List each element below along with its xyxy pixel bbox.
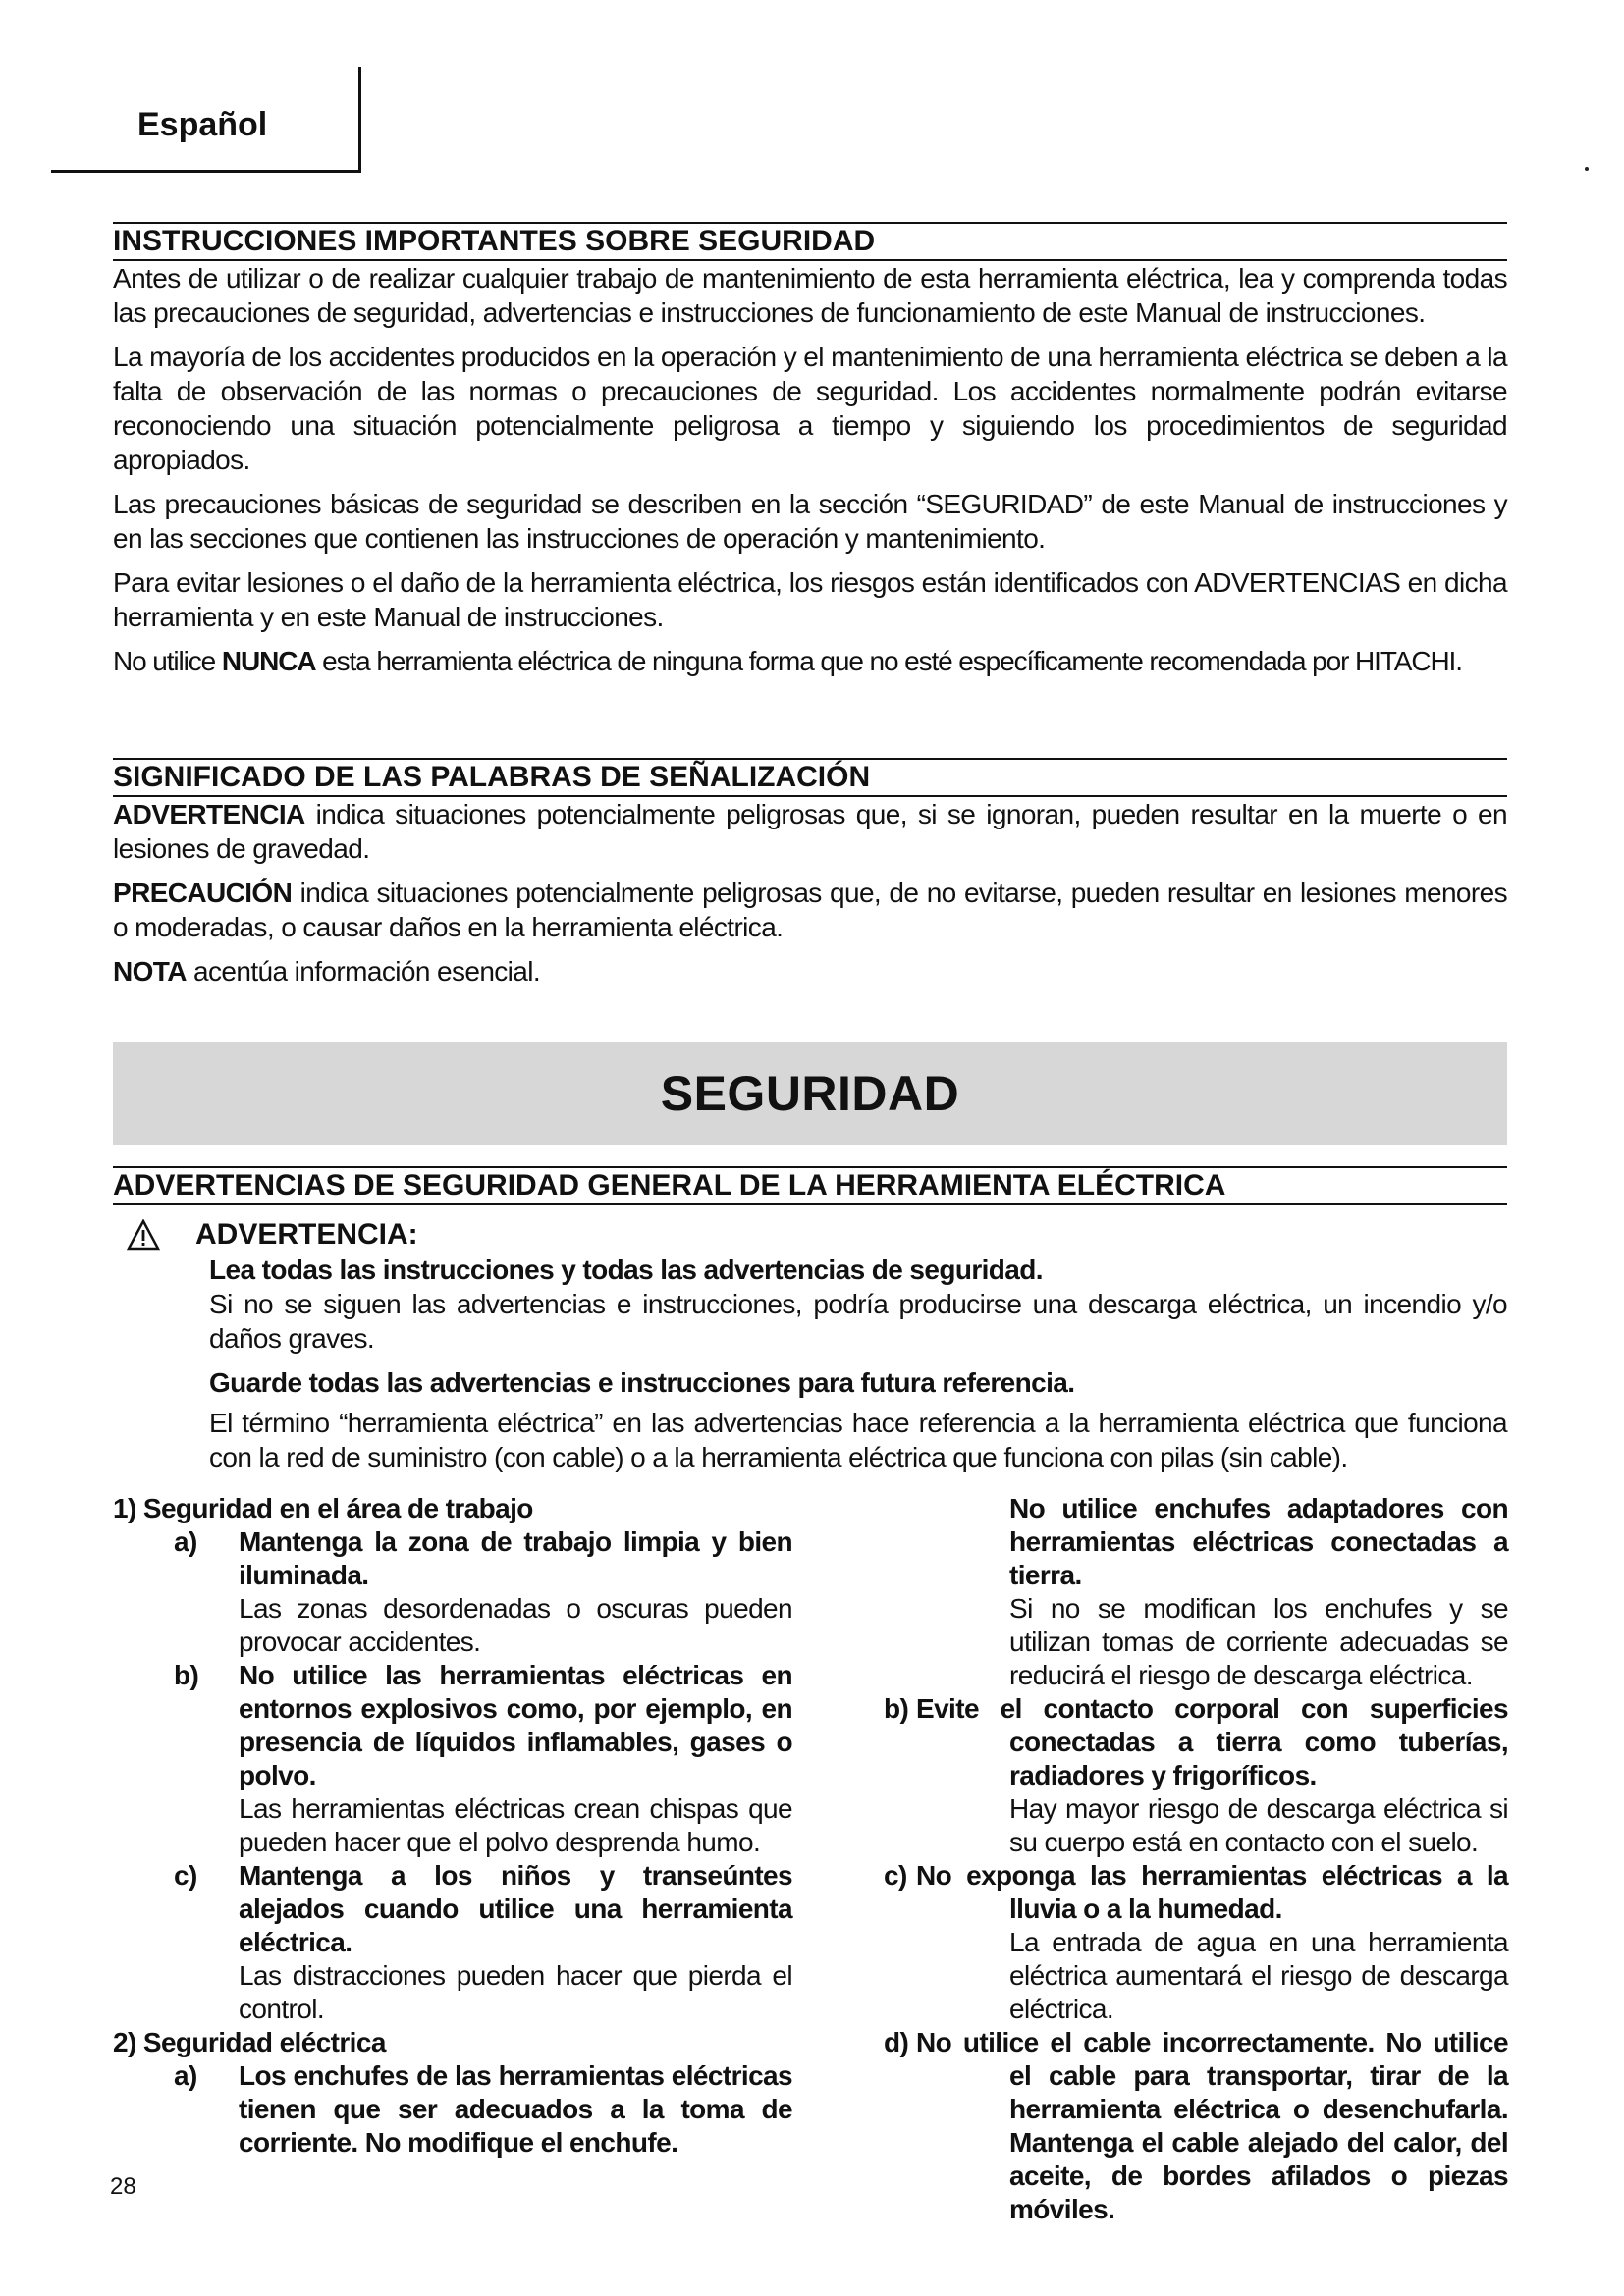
keep-instructions: Guarde todas las advertencias e instrucciones para futura referencia. [209,1367,1075,1398]
list-item [113,1525,792,1659]
item-heading: No utilice las herramientas eléctricas en entornos explosivos como, por ejemplo, en presencia de líquidos inflamables, gases o polvo. [239,1660,792,1790]
section-heading-electrical: 2) Seguridad eléctrica [113,2027,386,2057]
item-marker: c) [174,1860,197,1891]
item-heading: Mantenga a los niños y transeúntes alejados cuando utilice una herramienta eléctrica. [239,1860,792,1957]
list-item [113,1659,792,1859]
section-signal-words [113,758,1507,998]
item-marker: d) [884,2027,909,2057]
language-label: Español [137,106,268,143]
section-title: INSTRUCCIONES IMPORTANTES SOBRE SEGURIDAD [113,222,1507,261]
term-definition: El término “herramienta eléctrica” en las advertencias hace referencia a la herramienta eléctrica que funciona con la red de suministro (con cable) o a la herramienta eléctrica que funciona con pilas (sin cable). [209,1408,1507,1472]
item-description: Las zonas desordenadas o oscuras pueden provocar accidentes. [239,1593,792,1657]
item-marker: a) [174,2060,197,2091]
paragraph: La mayoría de los accidentes producidos en la operación y el mantenimiento de una herramienta eléctrica se deben a la falta de observación de las normas o precauciones de seguridad. Los accidentes normalmente podrán evitarse reconociendo una situación potencialmente peligrosa a tiempo y siguiendo los procedimientos de seguridad apropiados. [113,342,1507,475]
page-number: 28 [110,2173,136,2200]
text: esta herramienta eléctrica de ninguna forma que no esté específicamente recomendada por HITACHI. [315,646,1462,676]
paragraph: Para evitar lesiones o el daño de la herramienta eléctrica, los riesgos están identificados con ADVERTENCIAS en dicha herramienta y en este Manual de instrucciones. [113,567,1507,632]
text: indica situaciones potencialmente peligrosas que, si se ignoran, pueden resultar en la muerte o en lesiones de gravedad. [113,799,1507,864]
paragraph-never [113,644,1507,678]
consequence-text: Si no se siguen las advertencias e instrucciones, podría producirse una descarga eléctrica, un incendio y/o daños graves. [209,1289,1507,1354]
definition-warning [113,797,1507,866]
tab-divider-vertical [358,67,361,173]
term: NOTA [113,956,187,987]
section-heading-work-area: 1) Seguridad en el área de trabajo [113,1493,533,1523]
tab-divider-horizontal [51,170,361,173]
term: ADVERTENCIA [113,799,305,829]
definition-note [113,954,1507,988]
safety-banner: SEGURIDAD [113,1042,1507,1145]
list-item [113,1859,792,2026]
item-marker: b) [174,1660,199,1690]
item-heading: No exponga las herramientas eléctricas a la lluvia o a la humedad. [916,1860,1508,1924]
read-all-instructions: Lea todas las instrucciones y todas las advertencias de seguridad. [209,1255,1043,1285]
item-description: Hay mayor riesgo de descarga eléctrica si su cuerpo está en contacto con el suelo. [1009,1793,1508,1857]
item-marker: c) [884,1860,907,1891]
term: PRECAUCIÓN [113,878,293,908]
warning-header [113,1217,1507,1253]
warning-triangle-icon [127,1219,160,1251]
warning-block [113,1217,1507,1484]
item-description: Las herramientas eléctricas crean chispas que pueden hacer que el polvo desprenda humo. [239,1793,792,1857]
stray-dot [1585,167,1589,171]
item-heading: Mantenga la zona de trabajo limpia y bien iluminada. [239,1526,792,1590]
paragraph: Las precauciones básicas de seguridad se describen en la sección “SEGURIDAD” de este Manual de instrucciones y en las secciones que contienen las instrucciones de operación y mantenimiento. [113,489,1507,554]
section-title: SIGNIFICADO DE LAS PALABRAS DE SEÑALIZACIÓN [113,758,1507,797]
paragraph: Antes de utilizar o de realizar cualquier trabajo de mantenimiento de esta herramienta eléctrica, lea y comprenda todas las precauciones de seguridad, advertencias e instrucciones de funcionamiento de este Manual de instrucciones. [113,263,1507,328]
item-heading: Los enchufes de las herramientas eléctricas tienen que ser adecuados a la toma de corriente. No modifique el enchufe. [239,2060,792,2158]
item-heading: No utilice el cable incorrectamente. No utilice el cable para transportar, tirar de la herramienta eléctrica o desenchufarla. Mantenga el cable alejado del calor, del aceite, de bordes afilados o piezas móviles. [916,2027,1508,2224]
text: acentúa información esencial. [186,956,541,987]
text: No utilice [113,646,222,676]
definition-caution [113,876,1507,944]
list-item [884,1859,1508,2026]
right-column [884,1492,1508,2226]
list-item-continuation [884,1492,1508,1692]
section-title: ADVERTENCIAS DE SEGURIDAD GENERAL DE LA HERRAMIENTA ELÉCTRICA [113,1166,1507,1205]
list-item [884,1692,1508,1859]
item-description: Si no se modifican los enchufes y se utilizan tomas de corriente adecuadas se reducirá el riesgo de descarga eléctrica. [1009,1593,1508,1690]
list-item [113,2059,792,2160]
section-general-warnings [113,1166,1507,1205]
left-column [113,1492,792,2160]
item-heading: No utilice enchufes adaptadores con herramientas eléctricas conectadas a tierra. [1009,1493,1508,1590]
emphasis-never: NUNCA [221,646,316,676]
warning-label: ADVERTENCIA: [195,1218,418,1251]
item-marker: b) [884,1693,909,1724]
item-description: La entrada de agua en una herramienta eléctrica aumentará el riesgo de descarga eléctrica. [1009,1927,1508,2024]
list-item [884,2026,1508,2226]
item-description: Las distracciones pueden hacer que pierda el control. [239,1960,792,2024]
item-heading: Evite el contacto corporal con superficies conectadas a tierra como tuberías, radiadores y frigoríficos. [916,1693,1508,1790]
section-important-instructions [113,222,1507,688]
text: indica situaciones potencialmente peligrosas que, de no evitarse, pueden resultar en lesiones menores o moderadas, o causar daños en la herramienta eléctrica. [113,878,1507,942]
language-tab [51,67,361,173]
item-marker: a) [174,1526,197,1557]
